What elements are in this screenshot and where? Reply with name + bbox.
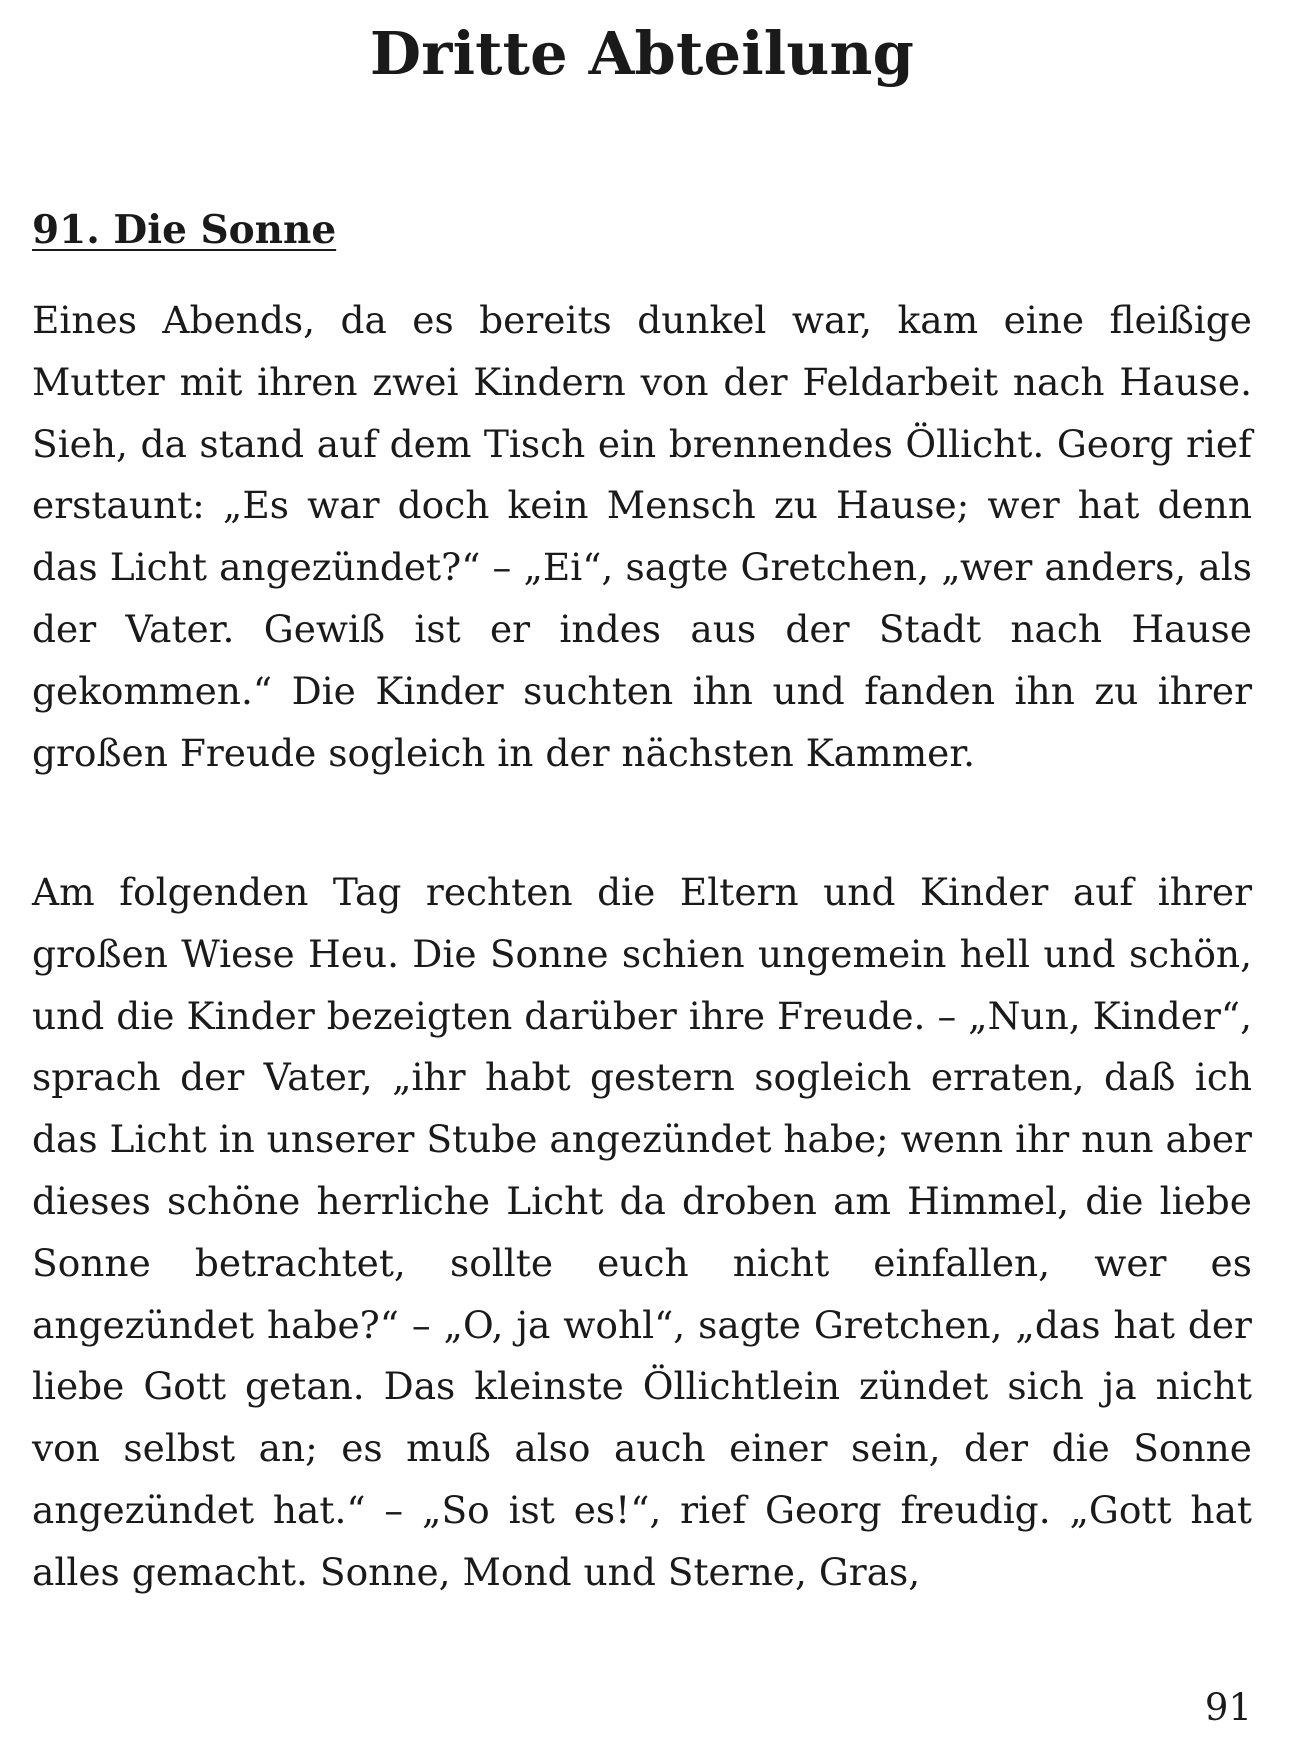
- chapter-heading: Dritte Abteilung: [369, 19, 915, 88]
- page-number: 91: [1204, 1686, 1252, 1729]
- paragraph-2: Am folgenden Tag rechten die Eltern und Kinder auf ihrer großen Wiese Heu. Die Sonne schien ungemein hell und schön, und die Kinder bezeigten darüber ihre Freude. – „Nun, Kinder“, sprach der Vater, „ihr habt gestern sogleich erraten, daß ich das Licht in unserer Stube angezündet habe; wenn ihr nun aber dieses schöne herrliche Licht da droben am Himmel, die liebe Sonne betrachtet, sollte euch nicht einfallen, wer es angezündet habe?“ – „O, ja wohl“, sagte Gretchen, „das hat der liebe Gott getan. Das kleinste Öllichtlein zündet sich ja nicht von selbst an; es muß also auch einer sein, der die Sonne angezündet hat.“ – „So ist es!“, rief Georg freudig. „Gott hat alles gemacht. Sonne, Mond und Sterne, Gras,: [32, 870, 1252, 1594]
- section-title: 91. Die Sonne: [32, 207, 337, 253]
- paragraph-1: Eines Abends, da es bereits dunkel war, kam eine fleißige Mutter mit ihren zwei Kindern von der Feldarbeit nach Hause. Sieh, da stand auf dem Tisch ein brennendes Öllicht. Georg rief erstaunt: „Es war doch kein Mensch zu Hause; wer hat denn das Licht angezündet?“ – „Ei“, sagte Gretchen, „wer anders, als der Vater. Gewiß ist er indes aus der Stadt nach Hause gekommen.“ Die Kinder suchten ihn und fanden ihn zu ihrer großen Freude sogleich in der nächsten Kammer.: [32, 298, 1252, 775]
- document-page: [32, 0, 1252, 1741]
